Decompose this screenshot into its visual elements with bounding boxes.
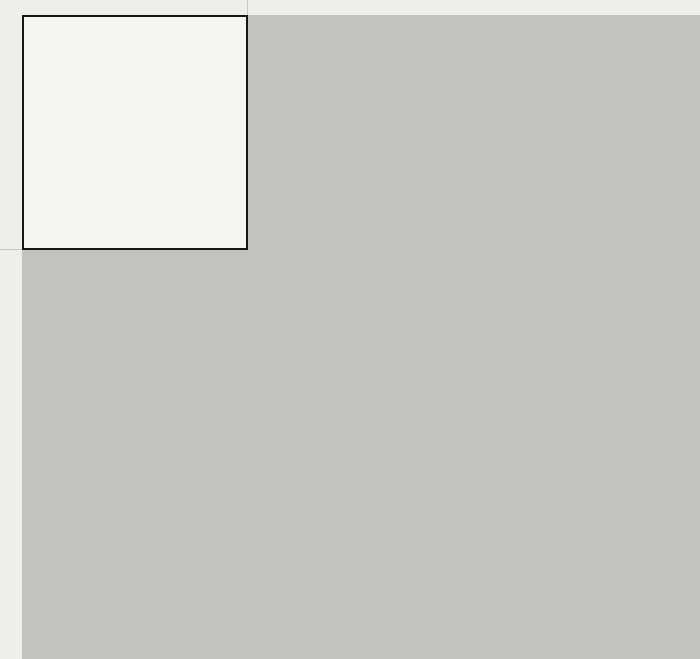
row-numbers-strip xyxy=(0,15,22,659)
column-numbers-strip xyxy=(22,0,700,15)
legend-cell[interactable] xyxy=(22,15,248,250)
compatibility-table xyxy=(22,15,700,659)
corner-spacer xyxy=(0,15,22,250)
corner-spacer xyxy=(22,0,248,15)
